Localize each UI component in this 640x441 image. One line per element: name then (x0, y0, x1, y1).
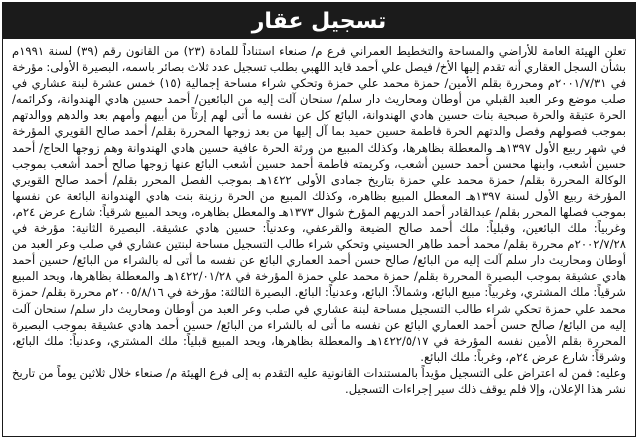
notice-main-paragraph: تعلن الهيئة العامة للأراضي والمساحة والتخطيط العمراني فرع م/ صنعاء استناداً للمادة (٢٣) من القانون رقم (٣٩) لسنة ١٩٩١م بشأن السجل العقاري أنه تقدم إليها الأخ/ فيصل علي أحمد قايد اللهبي بطلب تسجيل عدد ثلاث بصائر باسمه، البصيرة الأولى: مؤرخة في ٢٠٠١/٧/٣١م ومحررة بقلم الأمين/ حمزة محمد علي حمزة وتحكي شراء مساحة إجمالية (١٥) خمس عشرة لبنة عشاري في صلب موضع وعر العبد القبلي من أوطان ومحاريث دار سلم/ سنحان آلت إليه من البائعين/ أحمد حسين هادي الهندوانة، وكرائمه/ الحرة عتيقة والحرة صبحية بنات حسين هادي الهندوانة، البائع كل عن نفسه ما أتى لهم إرثاً من أبيهم وأمهم بعد والدهم ووالدتهم بموجب فصولهم وفصل والدتهم الحرة فاطمة حسين حميد بما آل إليها من بعد زوجها المحررة بقلم/ أحمد صالح القويري المؤرخة في شهر ربيع الأول ١٣٩٧هـ والمعطلة بظاهرها، وكذلك المبيع من ورثة الحرة عافية حسين هادي الهندوانة وهم زوجها الحاج/ أحمد حسين أشعب، وابنها محسن أحمد حسين أشعب، وكريمته فاطمة أحمد حسين أشعب البائع عنها زوجها صالح أحمد أشعب بموجب الوكالة المحررة بقلم/ حمزة محمد علي حمزة بتاريخ جمادى الأولى ١٤٢٢هـ بموجب الفصل المحرر بقلم/ أحمد صالح القويري المؤرخة ربيع الأول لسنة ١٣٩٧هـ المعطل المبيع بظاهره، وكذلك المبيع من الحرة رزينة بنت هادي الهندوانة البائعة عن نفسها بموجب فصلها المحرر بقلم/ عبدالقادر أحمد الدريهم المؤرخ شوال ١٣٧٣هـ والمعطل بظاهره، ويحد المبيع شرقياً: شارع عرض ٢٤م، وغربياً: ملك البائعين، وقبلياً: ملك أحمد صالح الضيعة والقرعفي، وعدنياً: حسين هادي عشيقة. البصيرة الثانية: مؤرخة في ٢٠٠٢/٧/٢٨م محررة بقلم/ محمد أحمد طاهر الحسيني وتحكي شراء طالب التسجيل مساحة لبنتين عشاري في صلب وعر العبد من أوطان ومحاريث دار سلم آلت إليه من البائع/ صالح حسن أحمد العماري البائع عن نفسه ما أتى له بالشراء من البائع/ حسين أحمد هادي عشيقة بموجب البصيرة المحررة بقلم/ حمزة محمد علي حمزة المؤرخة في ١٤٢٢/٠١/٢٨هـ والمعطلة بظاهرها، ويحد المبيع شرقياً: ملك المشتري، وغربياً: مبيع البائع، وشمالاً: البائع، وعدنياً: البائع. البصيرة الثالثة: مؤرخة في ٢٠٠٥/٨/١٦م محررة بقلم/ حمزة محمد علي حمزة تحكي شراء طالب التسجيل مساحة لبنة عشاري في صلب وعر العبد من أوطان ومحاريث دار سلم/ سنحان آلت إليه من البائع/ صالح حسن أحمد العماري البائع عن نفسه ما أتى له بالشراء من البائع/ حسين أحمد هادي عشيقة بموجب البصيرة المحررة بقلم الأمين نفسه المؤرخة في ١٤٢٢/٥/١٧هـ والمعطلة بظاهرها، ويحد المبيع قبلياً: ملك المشتري، وعدنياً: ملك البائع، وشرقاً: شارع عرض ٢٤م، وغرباً: ملك البائع. (12, 44, 626, 364)
notice-frame (2, 2, 636, 437)
notice-title: تسجيل عقار (3, 3, 635, 39)
notice-objection-paragraph: وعليه: فمن له اعتراض على التسجيل مؤيداً بالمستندات القانونية عليه التقدم به إلى فرع الهيئة م/ صنعاء خلال ثلاثين يوماً من تاريخ نشر هذا الإعلان، وإلا فلم يوقف ذلك سير إجراءات التسجيل. (12, 365, 626, 396)
notice-body (3, 39, 635, 397)
